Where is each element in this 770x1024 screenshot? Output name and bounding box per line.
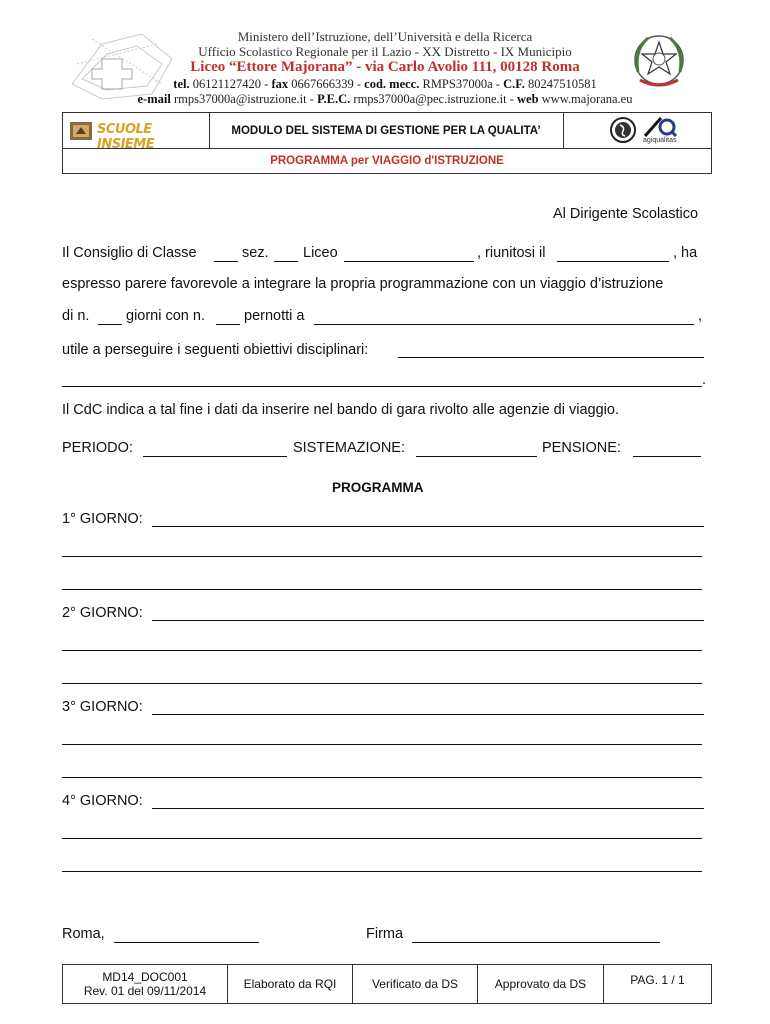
date-field[interactable] — [114, 942, 259, 943]
period-mark: . — [702, 372, 707, 388]
day3-label: 3° GIORNO: — [62, 699, 143, 715]
document-code: MD14_DOC001 — [102, 970, 188, 984]
class-field[interactable] — [214, 261, 238, 262]
comma: , — [698, 308, 703, 324]
periodo-label: PERIODO: — [62, 440, 133, 456]
liceo-label: Liceo — [303, 245, 338, 261]
signature-field[interactable] — [412, 942, 660, 943]
school-shield-icon — [68, 118, 94, 144]
document-revision: Rev. 01 del 09/11/2014 — [83, 984, 207, 998]
day4-field-3[interactable] — [62, 871, 702, 872]
objectives-field-2[interactable] — [62, 386, 702, 387]
nights-label: giorni con n. — [126, 308, 205, 324]
day2-field-2[interactable] — [62, 650, 702, 651]
pensione-label: PENSIONE: — [542, 440, 621, 456]
day2-field-3[interactable] — [62, 683, 702, 684]
scuole-insieme-logo — [63, 113, 210, 152]
form-header-box — [62, 112, 712, 174]
document-code-cell — [63, 965, 228, 1003]
school-name: Liceo “Ettore Majorana” - via Carlo Avolio 111, 00128 Roma — [190, 59, 580, 75]
contact-line-1: tel. 06121127420 - fax 0667666339 - cod. mecc. RMPS37000a - C.F. 80247510581 — [173, 77, 597, 91]
approvato-cell: Approvato da DS — [478, 965, 604, 1003]
day3-field-3[interactable] — [62, 777, 702, 778]
destination-label: pernotti a — [244, 308, 305, 324]
elaborato-cell: Elaborato da RQI — [228, 965, 353, 1003]
objectives-label: utile a perseguire i seguenti obiettivi disciplinari: — [62, 342, 369, 358]
addressee: Al Dirigente Scolastico — [553, 206, 699, 222]
sistemazione-label: SISTEMAZIONE: — [293, 440, 405, 456]
firma-label: Firma — [366, 926, 404, 942]
day1-field-2[interactable] — [62, 556, 702, 557]
cdc-instructions: Il CdC indica a tal fine i dati da inserire nel bando di gara rivolto alle agenzie di viaggio. — [62, 402, 619, 418]
destination-field[interactable] — [314, 324, 694, 325]
programma-heading: PROGRAMMA — [332, 480, 424, 495]
verificato-cell: Verificato da DS — [353, 965, 478, 1003]
day1-field-3[interactable] — [62, 589, 702, 590]
day2-field-1[interactable] — [152, 620, 704, 621]
certification-seal-icon — [609, 116, 637, 144]
scuole-insieme-text: SCUOLE INSIEME — [97, 122, 155, 152]
periodo-field[interactable] — [143, 456, 287, 457]
day4-label: 4° GIORNO: — [62, 793, 143, 809]
republic-emblem-icon — [630, 30, 688, 94]
ha-label: , ha — [673, 245, 698, 261]
form-title: MODULO DEL SISTEMA DI GESTIONE PER LA QUALITA’ — [209, 113, 564, 148]
certification-logos — [563, 113, 713, 148]
day4-field-2[interactable] — [62, 838, 702, 839]
day1-field-1[interactable] — [152, 526, 704, 527]
nights-field[interactable] — [216, 324, 240, 325]
day3-field-2[interactable] — [62, 744, 702, 745]
sistemazione-field[interactable] — [416, 456, 537, 457]
meeting-date-field[interactable] — [557, 261, 669, 262]
meeting-date-label: , riunitosi il — [477, 245, 546, 261]
ministry-line: Ministero dell’Istruzione, dell’Università e della Ricerca — [237, 29, 533, 44]
document-footer-table — [62, 964, 712, 1004]
roma-label: Roma, — [62, 926, 105, 942]
contact-line-2: e-mail rmps37000a@istruzione.it - P.E.C. rmps37000a@pec.istruzione.it - web www.majorana.eu — [137, 92, 633, 106]
days-number-field[interactable] — [98, 324, 122, 325]
class-council-label: Il Consiglio di Classe — [62, 245, 197, 261]
day1-label: 1° GIORNO: — [62, 511, 143, 527]
pensione-field[interactable] — [633, 456, 701, 457]
day3-field-1[interactable] — [152, 714, 704, 715]
liceo-field[interactable] — [344, 261, 474, 262]
agiqualitas-logo-icon — [643, 116, 679, 138]
section-field[interactable] — [274, 261, 298, 262]
section-label: sez. — [242, 245, 269, 261]
form-subtitle: PROGRAMMA per VIAGGIO d'ISTRUZIONE — [270, 155, 504, 167]
office-line: Ufficio Scolastico Regionale per il Lazio - XX Distretto - IX Municipio — [198, 44, 572, 59]
day4-field-1[interactable] — [152, 808, 704, 809]
days-number-label: di n. — [62, 308, 90, 324]
page-number-cell: PAG. 1 / 1 — [630, 973, 685, 987]
paragraph-line-2: espresso parere favorevole a integrare la propria programmazione con un viaggio d’istruzione — [62, 276, 664, 292]
agiqualitas-text: agiqualitas — [643, 137, 677, 144]
day2-label: 2° GIORNO: — [62, 605, 143, 621]
objectives-field[interactable] — [398, 357, 704, 358]
